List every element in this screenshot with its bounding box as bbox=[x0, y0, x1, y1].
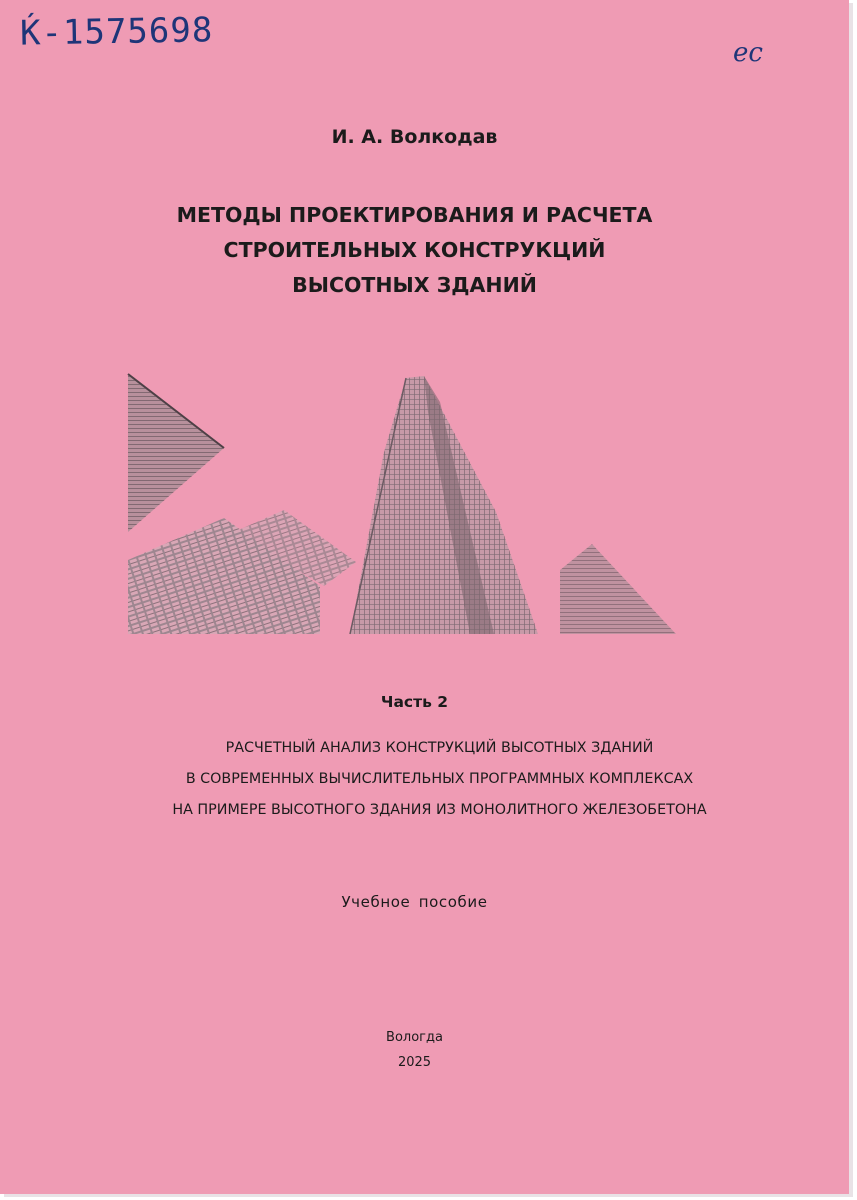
title-line-3: ВЫСОТНЫХ ЗДАНИЙ bbox=[292, 273, 537, 297]
title-line-1: МЕТОДЫ ПРОЕКТИРОВАНИЯ И РАСЧЕТА bbox=[176, 203, 653, 227]
publication-year: 2025 bbox=[397, 1055, 432, 1070]
handwritten-inventory-number: Ḱ-1575698 bbox=[19, 10, 214, 54]
handwritten-mark: ec bbox=[733, 38, 763, 68]
document-type: Учебное пособие bbox=[341, 893, 488, 911]
subtitle-line-3: НА ПРИМЕРЕ ВЫСОТНОГО ЗДАНИЯ ИЗ МОНОЛИТНОГО ЖЕЛЕЗОБЕТОНА bbox=[172, 802, 707, 818]
right-building bbox=[560, 544, 676, 634]
part-number: Часть 2 bbox=[380, 693, 449, 711]
author-name: И. А. Волкодав bbox=[331, 126, 498, 148]
title-line-2: СТРОИТЕЛЬНЫХ КОНСТРУКЦИЙ bbox=[223, 238, 606, 262]
book-title bbox=[0, 198, 829, 303]
publication-city: Вологда bbox=[386, 1030, 443, 1045]
skyscrapers-illustration bbox=[124, 372, 684, 640]
subtitle-line-2: В СОВРЕМЕННЫХ ВЫЧИСЛИТЕЛЬНЫХ ПРОГРАММНЫХ КОМПЛЕКСАХ bbox=[185, 771, 694, 787]
triangle-building-left bbox=[128, 374, 224, 532]
book-subtitle bbox=[0, 733, 857, 826]
subtitle-line-1: РАСЧЕТНЫЙ АНАЛИЗ КОНСТРУКЦИЙ ВЫСОТНЫХ ЗДАНИЙ bbox=[225, 740, 654, 756]
